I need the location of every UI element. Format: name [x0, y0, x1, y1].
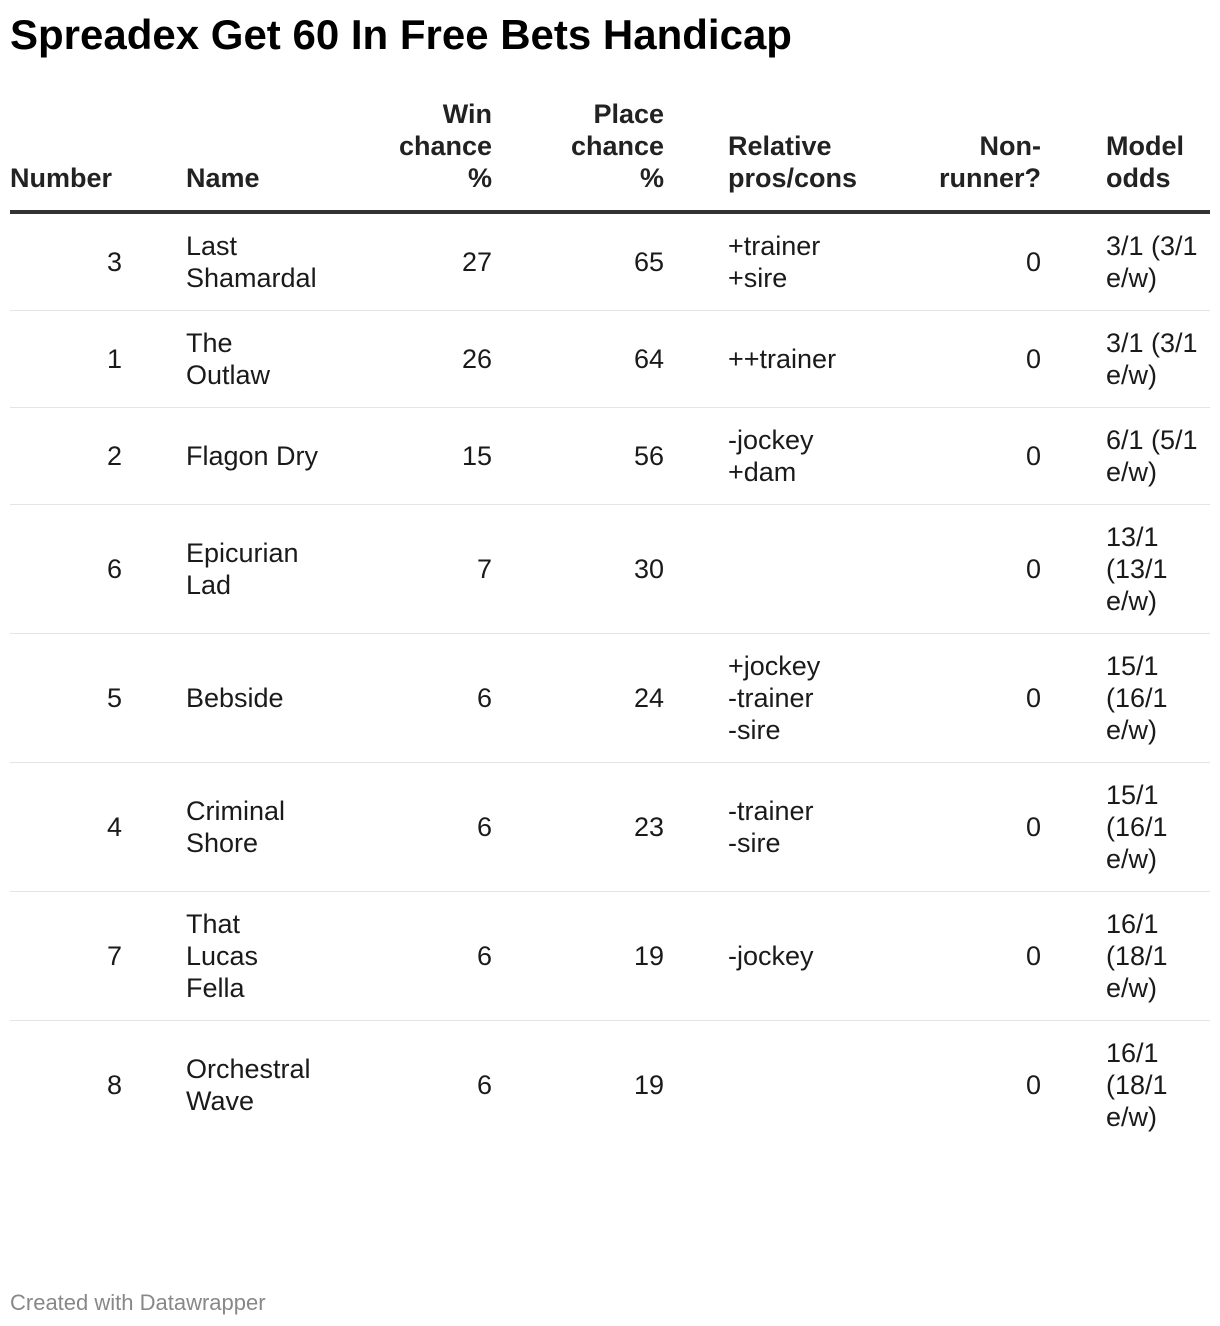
cell-win-chance: 6 — [476, 1070, 492, 1100]
cell-win-chance: 26 — [336, 311, 492, 408]
cell-spacer — [1041, 892, 1106, 1021]
table-row — [10, 892, 1210, 1021]
cell-model-odds: 6/1 (5/1 e/w) — [1106, 408, 1210, 505]
header-place-chance[interactable]: Place chance % — [492, 98, 664, 212]
cell-spacer — [122, 505, 186, 634]
cell-place-chance: 23 — [492, 763, 664, 892]
cell-spacer — [1041, 634, 1106, 763]
cell-place-chance: 24 — [492, 634, 664, 763]
cell-name: Bebside — [186, 634, 336, 763]
table-row — [10, 408, 1210, 505]
cell-spacer — [1041, 408, 1106, 505]
header-spacer — [664, 98, 728, 212]
cell-name: Epicurian Lad — [186, 505, 336, 634]
cell-model-odds: 3/1 (3/1 e/w) — [1106, 212, 1210, 311]
cell-non-runner: 0 — [878, 634, 1041, 763]
table-row — [10, 505, 1210, 634]
cell-spacer — [664, 1021, 728, 1150]
cell-non-runner: 0 — [878, 408, 1041, 505]
cell-number: 6 — [10, 505, 122, 634]
table-body — [10, 212, 1210, 1149]
cell-model-odds: 13/1 (13/1 e/w) — [1106, 505, 1210, 634]
header-model-odds[interactable]: Model odds — [1106, 98, 1210, 212]
cell-pros-cons: +trainer +sire — [728, 212, 878, 311]
cell-place-chance: 19 — [492, 892, 664, 1021]
cell-spacer — [122, 634, 186, 763]
cell-pros-cons: -jockey — [728, 892, 878, 1021]
cell-place-chance: 56 — [492, 408, 664, 505]
cell-model-odds: 3/1 (3/1 e/w) — [1106, 311, 1210, 408]
cell-spacer — [122, 212, 186, 311]
cell-spacer — [122, 311, 186, 408]
cell-name: The Outlaw — [186, 311, 336, 408]
cell-win-chance: 15 — [336, 408, 492, 505]
cell-pros-cons: -trainer -sire — [728, 763, 878, 892]
cell-pros-cons — [728, 505, 878, 634]
chart-title: Spreadex Get 60 In Free Bets Handicap — [10, 11, 792, 58]
cell-non-runner: 0 — [878, 892, 1041, 1021]
cell-number: 1 — [10, 311, 122, 408]
cell-number: 3 — [10, 212, 122, 311]
cell-spacer — [122, 408, 186, 505]
cell-spacer — [664, 892, 728, 1021]
cell-model-odds: 15/1 (16/1 e/w) — [1106, 763, 1210, 892]
footer-credit[interactable]: Created with Datawrapper — [10, 1290, 266, 1315]
cell-spacer — [664, 408, 728, 505]
cell-spacer — [1041, 763, 1106, 892]
cell-model-odds: 16/1 (18/1 e/w) — [1106, 892, 1210, 1021]
header-number[interactable]: Number — [10, 98, 122, 212]
cell-non-runner: 0 — [878, 505, 1041, 634]
cell-non-runner: 0 — [878, 212, 1041, 311]
cell-win-chance: 27 — [336, 212, 492, 311]
header-win-chance[interactable]: Win chance % — [336, 98, 492, 212]
header-non-runner[interactable]: Non- runner? — [878, 98, 1041, 212]
header-spacer — [122, 98, 186, 212]
cell-spacer — [664, 505, 728, 634]
cell-model-odds: 16/1 (18/1 e/w) — [1106, 1038, 1168, 1132]
table-row — [10, 1021, 1210, 1150]
cell-place-chance: 30 — [492, 505, 664, 634]
cell-number: 5 — [10, 634, 122, 763]
cell-spacer — [1041, 505, 1106, 634]
cell-name: Flagon Dry — [186, 408, 336, 505]
cell-spacer — [1041, 1021, 1106, 1150]
cell-place-chance: 19 — [633, 1070, 664, 1100]
cell-name: Orchestral Wave — [186, 1054, 311, 1116]
cell-place-chance: 65 — [492, 212, 664, 311]
cell-number: 2 — [10, 408, 122, 505]
cell-name: Last Shamardal — [186, 212, 336, 311]
header-spacer — [1041, 98, 1106, 212]
cell-spacer — [664, 212, 728, 311]
cell-pros-cons: ++trainer — [728, 311, 878, 408]
cell-name: That Lucas Fella — [186, 892, 336, 1021]
cell-spacer — [122, 892, 186, 1021]
cell-spacer — [664, 311, 728, 408]
cell-number: 7 — [10, 892, 122, 1021]
cell-model-odds: 15/1 (16/1 e/w) — [1106, 634, 1210, 763]
cell-spacer — [1041, 212, 1106, 311]
cell-pros-cons — [728, 1021, 878, 1150]
cell-win-chance: 6 — [336, 892, 492, 1021]
cell-win-chance: 6 — [336, 634, 492, 763]
cell-name: Criminal Shore — [186, 763, 336, 892]
table-row — [10, 212, 1210, 311]
header-pros-cons[interactable]: Relative pros/cons — [728, 98, 878, 212]
cell-spacer — [664, 763, 728, 892]
table-row — [10, 634, 1210, 763]
header-name[interactable]: Name — [186, 98, 336, 212]
cell-spacer — [122, 1021, 186, 1150]
table-row — [10, 311, 1210, 408]
cell-pros-cons: -jockey +dam — [728, 408, 878, 505]
cell-non-runner: 0 — [878, 763, 1041, 892]
header-row — [10, 98, 1210, 212]
cell-pros-cons: +jockey -trainer -sire — [728, 634, 878, 763]
cell-win-chance: 6 — [336, 763, 492, 892]
cell-spacer — [1041, 311, 1106, 408]
cell-non-runner: 0 — [878, 311, 1041, 408]
cell-spacer — [664, 634, 728, 763]
cell-place-chance: 64 — [492, 311, 664, 408]
table-row — [10, 763, 1210, 892]
cell-spacer — [122, 763, 186, 892]
cell-non-runner: 0 — [1025, 1070, 1041, 1100]
cell-win-chance: 7 — [336, 505, 492, 634]
cell-number: 8 — [106, 1070, 122, 1100]
results-table — [10, 98, 1210, 1149]
cell-number: 4 — [10, 763, 122, 892]
